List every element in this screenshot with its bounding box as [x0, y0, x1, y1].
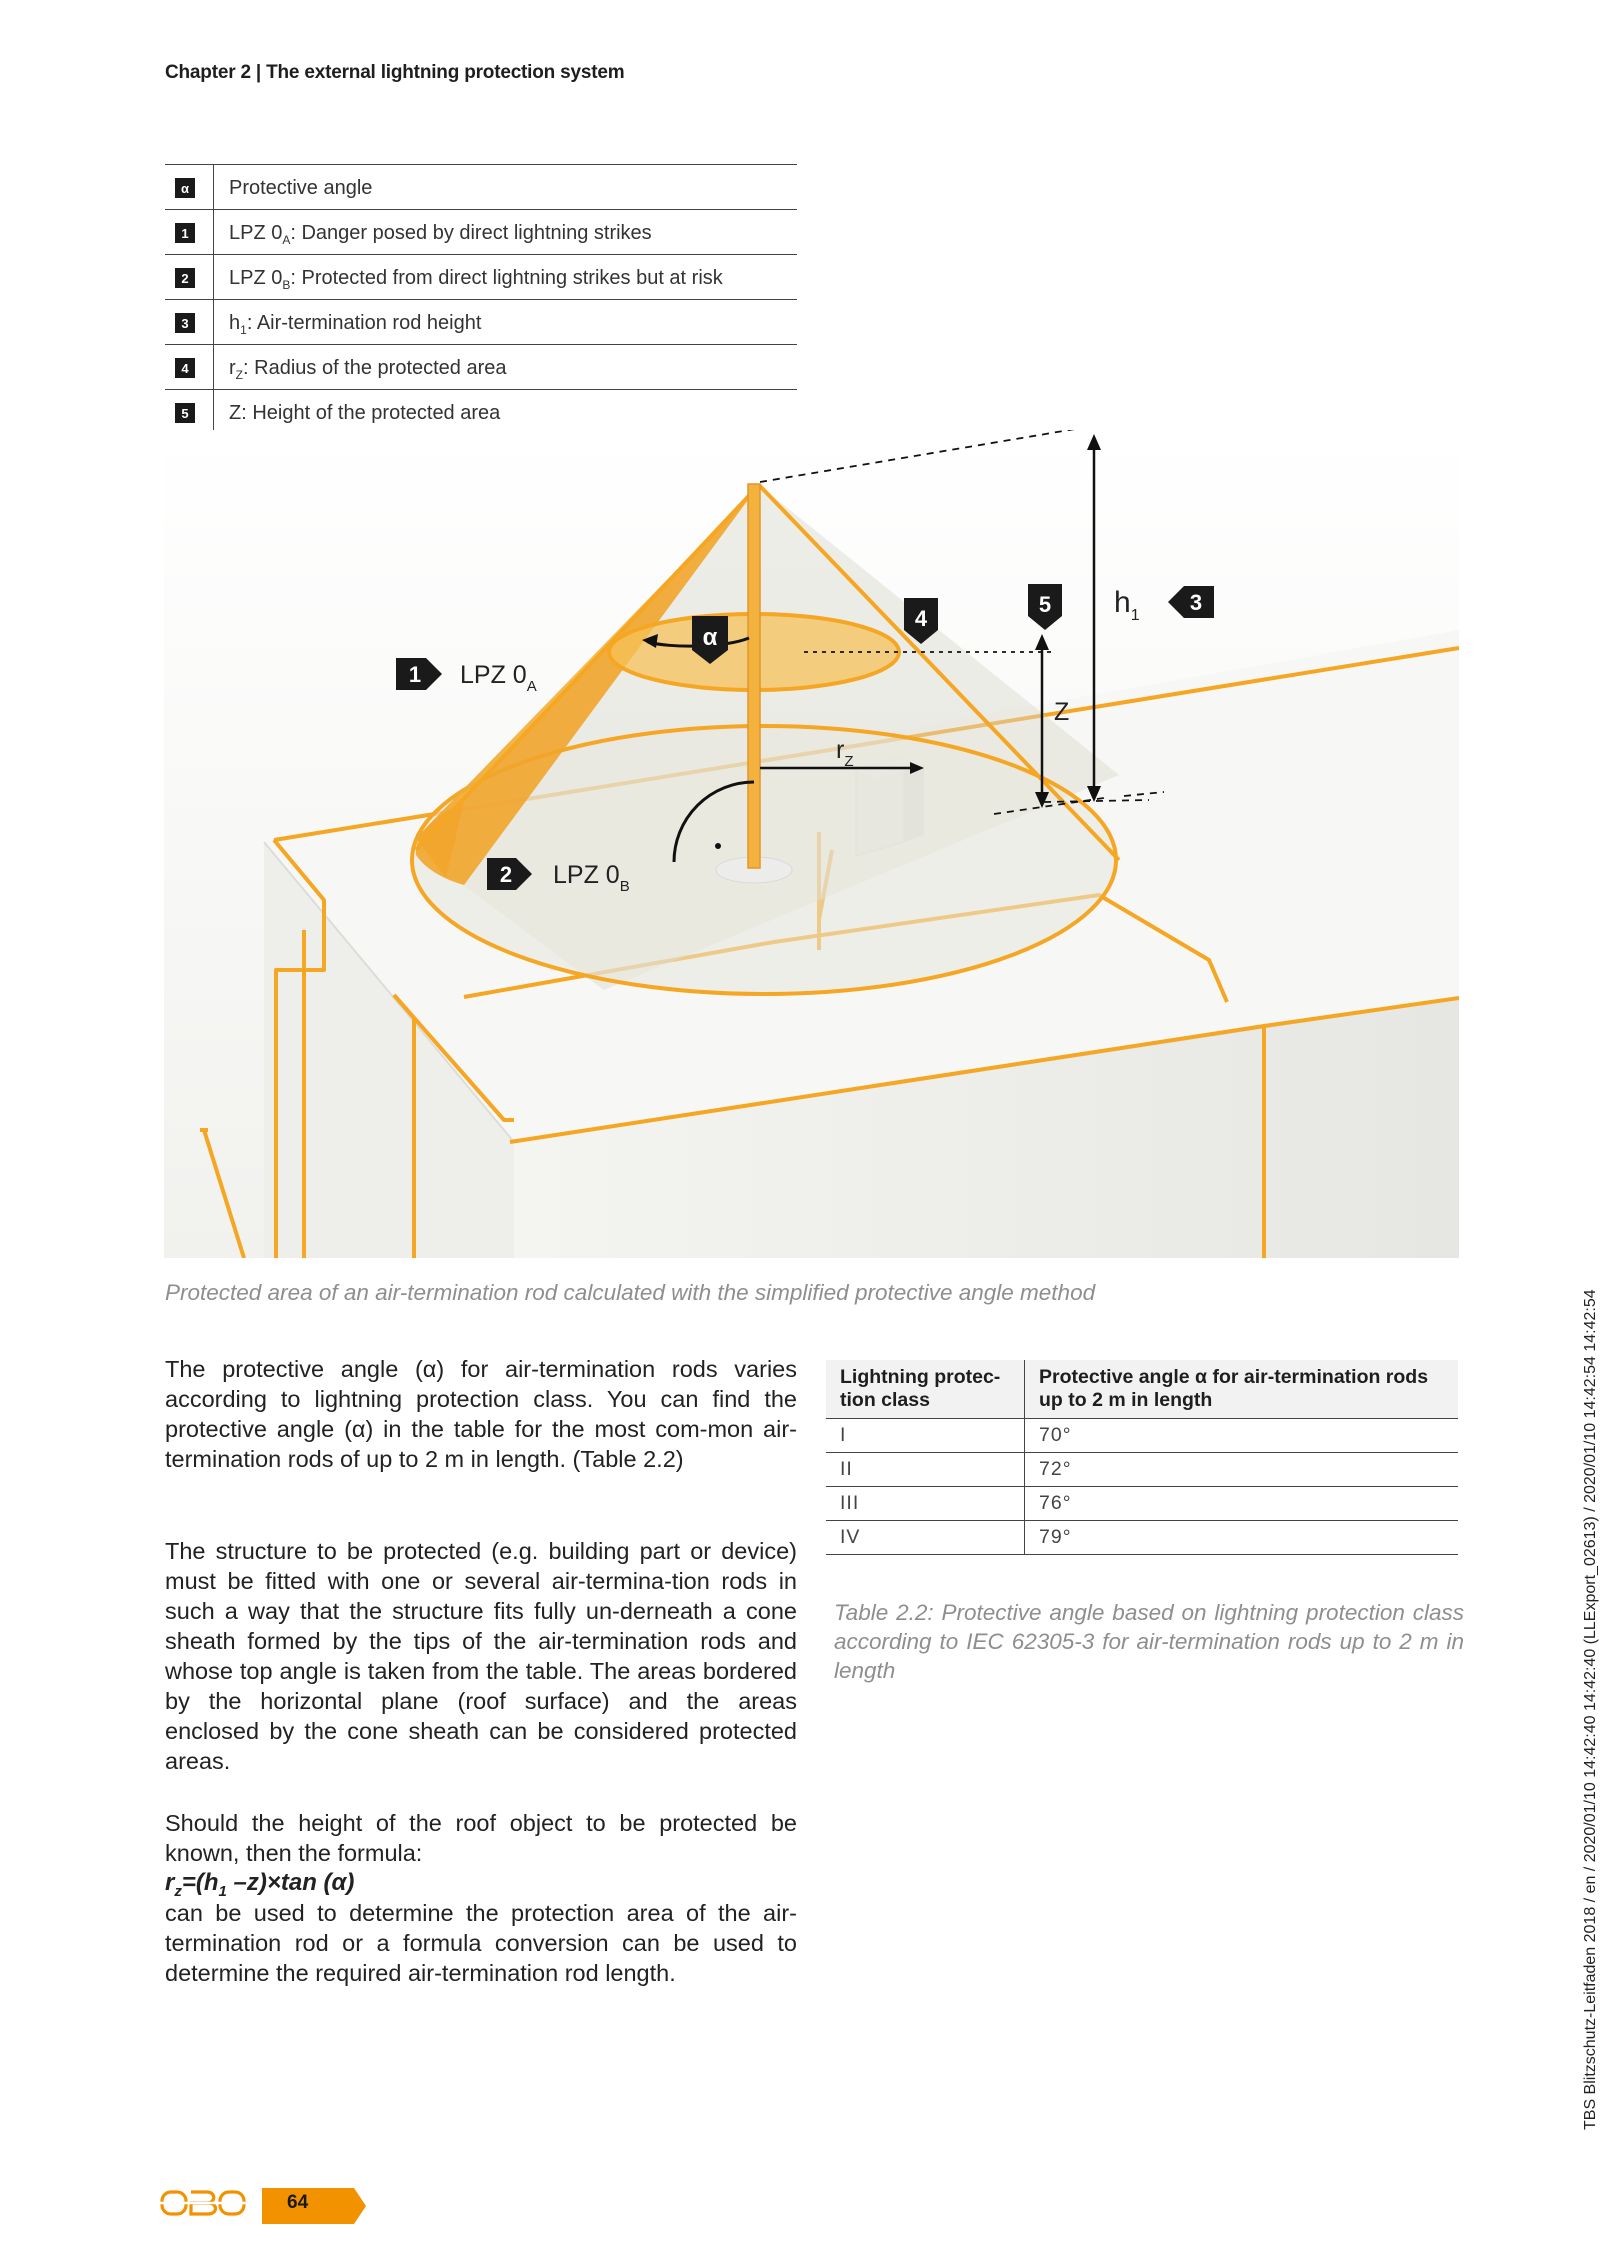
- legend-row-5: [165, 390, 797, 435]
- legend-badge: 4: [175, 358, 195, 378]
- page-number-tab: [262, 2186, 368, 2226]
- table-cell: II: [826, 1453, 1025, 1487]
- table-cell: IV: [826, 1521, 1025, 1555]
- table-header-row: [826, 1360, 1458, 1419]
- legend-row-4: [165, 345, 797, 390]
- table-cell: 79°: [1025, 1521, 1459, 1555]
- legend-text: Z: Height of the protected area: [229, 402, 501, 424]
- svg-text:2: 2: [499, 862, 513, 887]
- legend-badge: 2: [175, 268, 195, 288]
- z-label: Z: [1054, 698, 1070, 726]
- legend-badge: 3: [175, 313, 195, 333]
- table-header: Lightning protec-tion class: [826, 1360, 1025, 1419]
- figure-legend: [165, 164, 797, 435]
- legend-badge: 5: [175, 403, 195, 423]
- svg-text:α: α: [702, 624, 718, 651]
- legend-row-1: [165, 210, 797, 255]
- figure-caption: Protected area of an air-termination rod calculated with the simplified protective angle method: [165, 1280, 1096, 1305]
- h1-label: $h_1$: [1114, 586, 1140, 624]
- table-row: [826, 1487, 1458, 1521]
- body-paragraph: can be used to determine the protection area of the air-termination rod or a formula conversion can be used to determine the required air-termination rod length.: [165, 1900, 797, 1986]
- body-paragraph: The protective angle (α) for air-termination rods varies according to lightning protection class. You can find the protective angle (α) in the table for the most com-mon air-termination rods of up to 2 m in length. (Table 2.2): [165, 1356, 797, 1472]
- obo-logo-icon: [160, 2188, 246, 2218]
- print-info-vertical: TBS Blitzschutz-Leitfaden 2018 / en / 2020/01/10 14:42:40 14:42:40 (LLExport_02613) / 2020/01/10 14:42:54 14:42:54: [1582, 1289, 1599, 2130]
- table-row: [826, 1453, 1458, 1487]
- legend-row-alpha: [165, 165, 797, 210]
- svg-text:3: 3: [1189, 590, 1203, 615]
- table-cell: 72°: [1025, 1453, 1459, 1487]
- table-cell: I: [826, 1419, 1025, 1453]
- table-cell: III: [826, 1487, 1025, 1521]
- legend-row-3: [165, 300, 797, 345]
- legend-text: $r_Z$: Radius of the protected area: [229, 357, 507, 382]
- body-paragraph: Should the height of the roof object to be protected be known, then the formula:: [165, 1810, 797, 1866]
- lpz0b-label: LPZ $0_B$: [553, 861, 630, 895]
- protective-angle-table: [826, 1360, 1458, 1555]
- legend-text: LPZ $0_A$: Danger posed by direct lightning strikes: [229, 222, 652, 247]
- page-number: 64: [287, 2192, 309, 2213]
- legend-text: $h_1$: Air-termination rod height: [229, 312, 482, 337]
- table-cell: 70°: [1025, 1419, 1459, 1453]
- protective-angle-illustration: [164, 430, 1459, 1258]
- lpz0a-label: LPZ $0_A$: [460, 661, 537, 695]
- table-row: [826, 1419, 1458, 1453]
- table-row: [826, 1521, 1458, 1555]
- formula: $r_z=(h_1$ –z)×tan (α): [165, 1869, 355, 1900]
- table-caption: Table 2.2: Protective angle based on lightning protection class according to IEC 62305-3 for air-termination rods up to 2 m in length: [834, 1600, 1464, 1683]
- chapter-title: Chapter 2 | The external lightning protection system: [165, 62, 625, 83]
- svg-text:5: 5: [1038, 592, 1052, 617]
- legend-text: LPZ $0_B$: Protected from direct lightning strikes but at risk: [229, 267, 723, 292]
- legend-badge: 1: [175, 223, 195, 243]
- rz-label: $r_Z$: [836, 736, 854, 770]
- svg-text:1: 1: [408, 662, 422, 687]
- legend-badge: α: [175, 178, 195, 198]
- body-paragraph: The structure to be protected (e.g. building part or device) must be fitted with one or several air-termina-tion rods in such a way that the structure fits fully un-derneath a cone sheath formed by the tips of the air-termination rods and whose top angle is taken from the table. The areas bordered by the horizontal plane (roof surface) and the areas enclosed by the cone sheath can be considered protected areas.: [165, 1538, 797, 1774]
- table-header: Protective angle α for air-termination rods up to 2 m in length: [1025, 1360, 1459, 1419]
- legend-row-2: [165, 255, 797, 300]
- table-cell: 76°: [1025, 1487, 1459, 1521]
- legend-text: Protective angle: [229, 177, 373, 199]
- svg-text:4: 4: [914, 606, 928, 631]
